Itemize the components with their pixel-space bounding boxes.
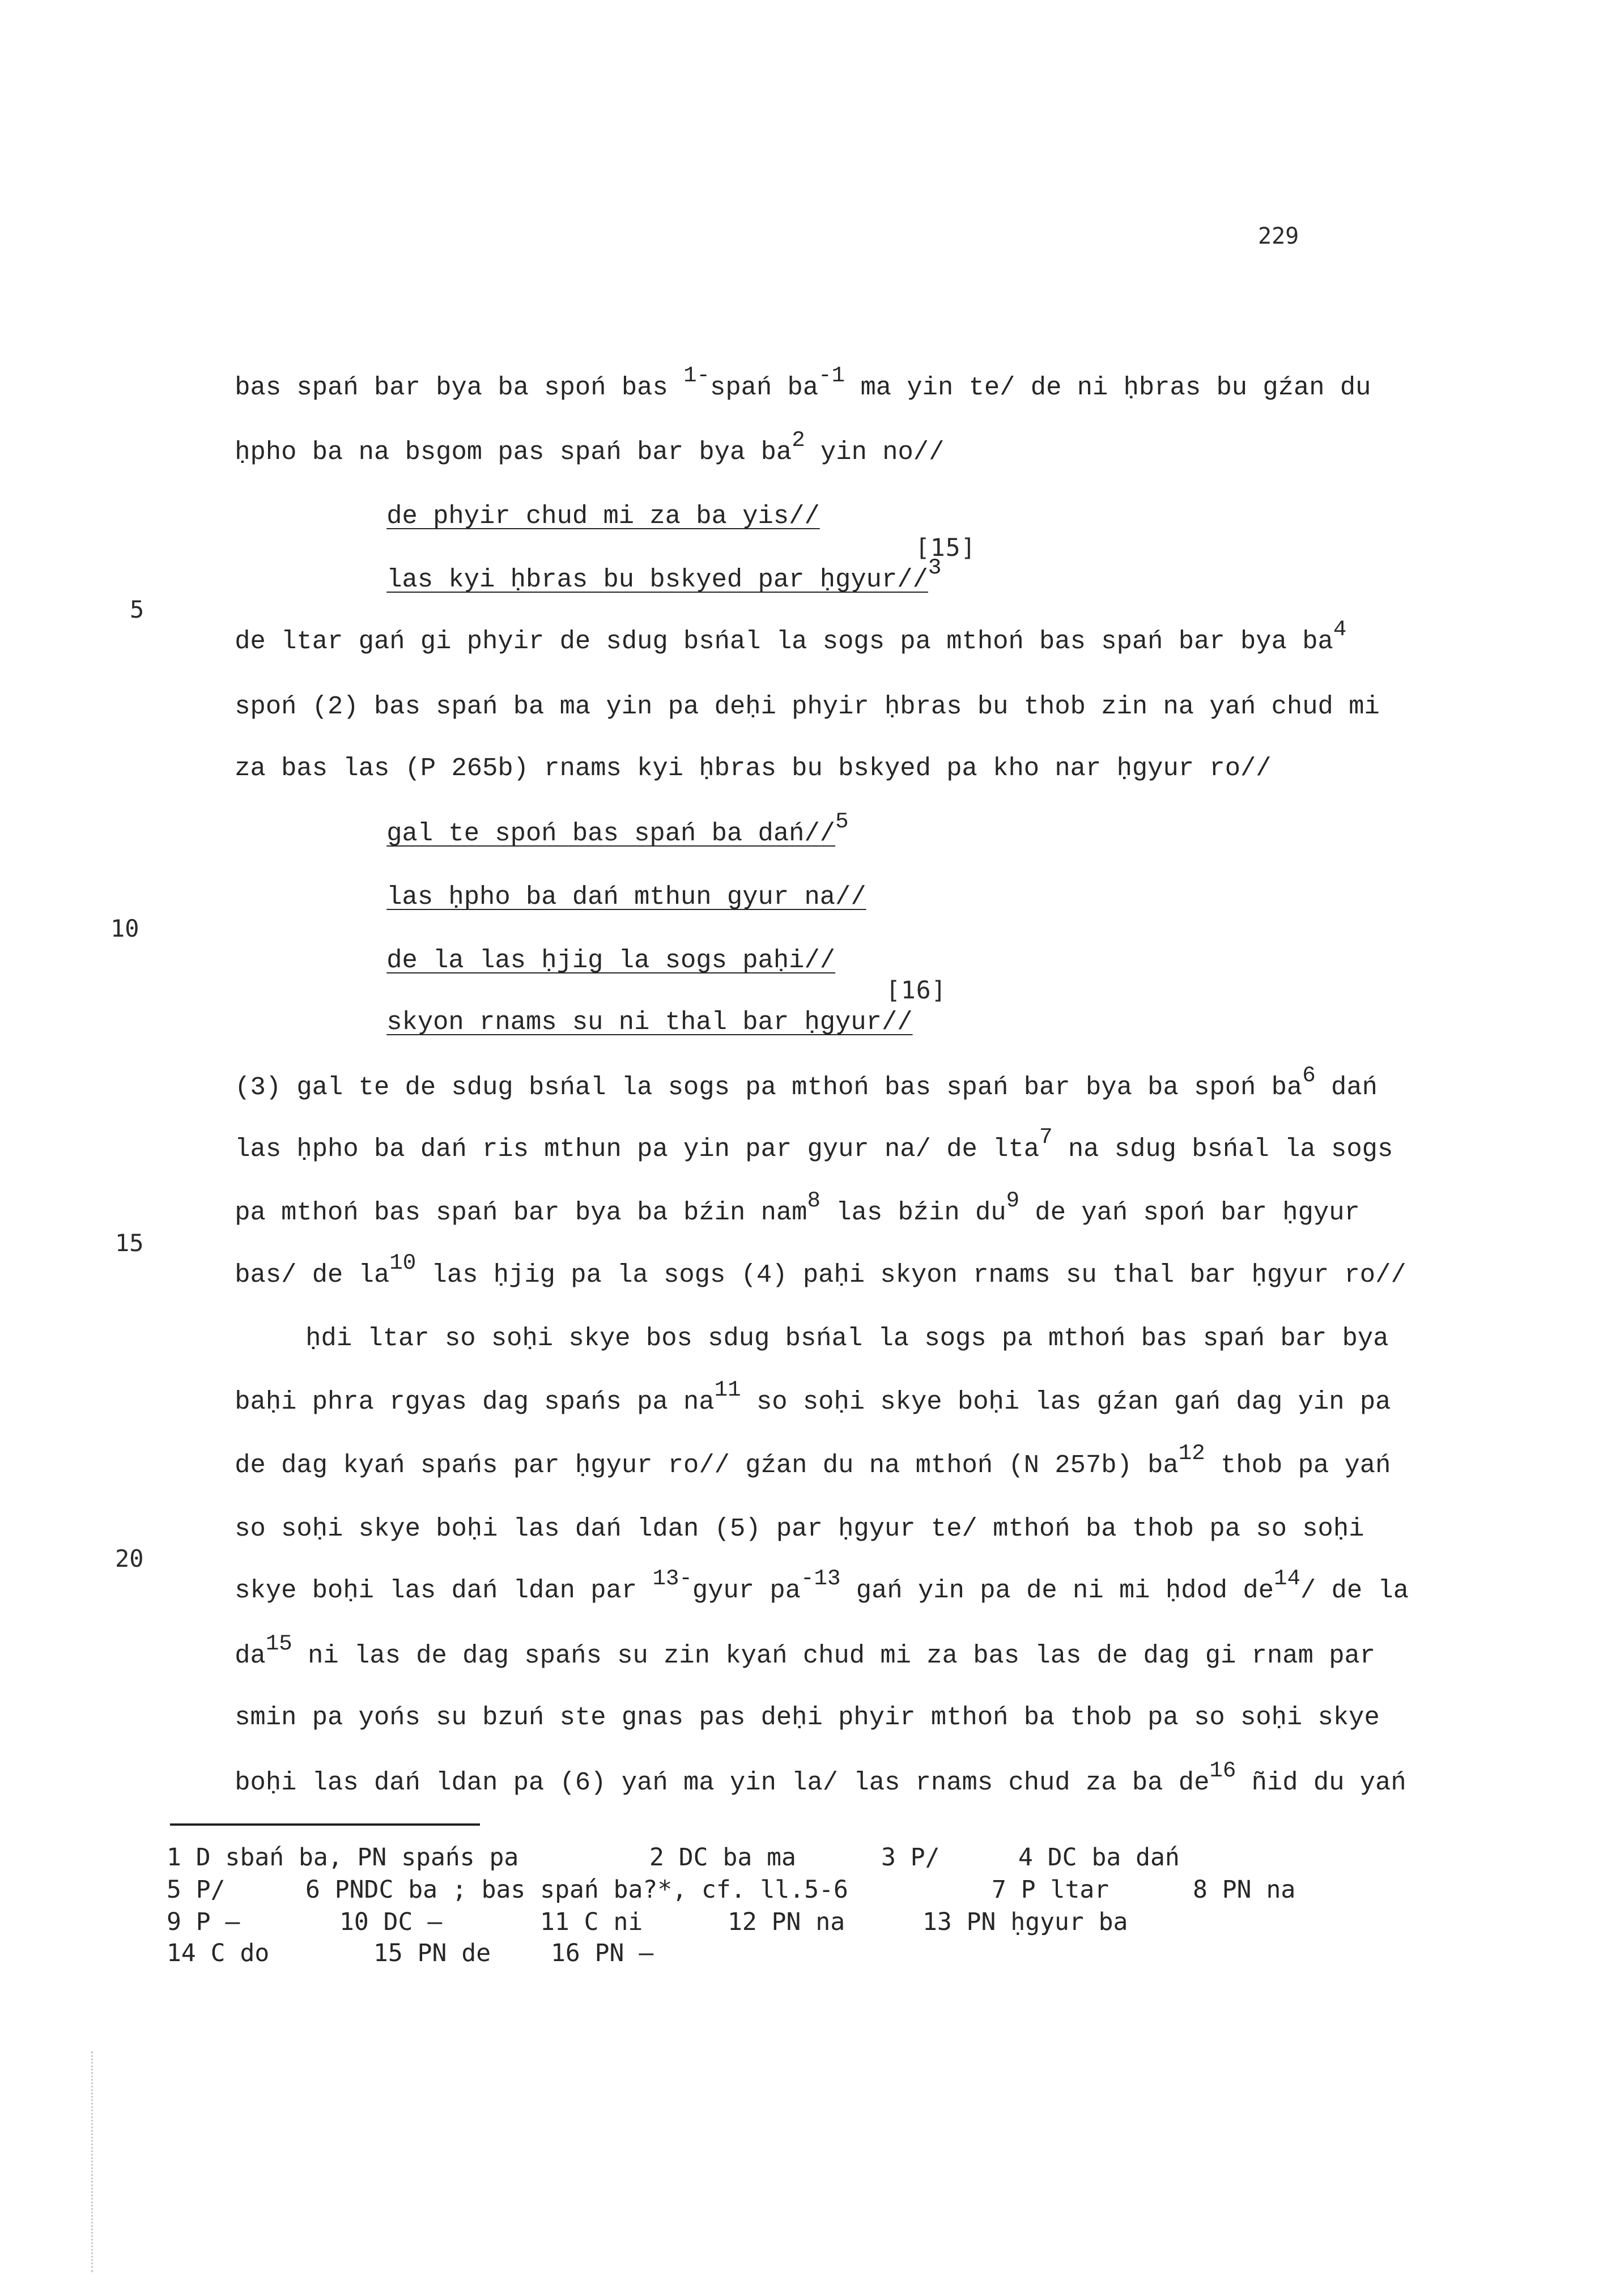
footnote: 4 DC ba dań [1018,1843,1180,1872]
footnote-marker: 6 [1302,1062,1316,1089]
verse-line [325,975,913,1037]
line-text: za bas las (P 265b) rnams kyi ḥbras bu bskyed pa kho nar ḥgyur ro// [235,754,1272,783]
footnote: 16 PN — [551,1939,654,1967]
line-text: gań yin pa de ni mi ḥdod de [840,1576,1274,1605]
text-line [173,659,1380,721]
footnote-marker: 16 [1209,1758,1236,1784]
verse-line [325,532,942,594]
line-text: gyur pa [692,1576,801,1605]
footnote: 3 P/ [881,1843,940,1872]
footnote: 1 D sbań ba, PN spańs pa [167,1843,519,1872]
footnote-marker: 1- [683,363,711,389]
footnote: 13 PN ḥgyur ba [922,1908,1128,1936]
footnote-marker: 9 [1006,1188,1020,1214]
text-line [173,1735,1406,1797]
footnote-marker: 12 [1178,1440,1205,1466]
line-text: las bźin du [820,1198,1006,1227]
line-text: de dag kyań spańs par ḥgyur ro// gźan du na mthoń (N 257b) ba [235,1451,1179,1480]
text-line [173,721,1272,783]
scan-margin-mark [91,2051,93,2272]
text-line [173,1608,1376,1670]
verse-line [325,913,836,975]
footnote-marker: -13 [801,1566,841,1592]
line-text: de ltar gań gi phyir de sdug bsńal la sogs pa mthoń bas spań bar bya ba [235,627,1333,656]
text-line [173,1102,1393,1164]
footnote: 8 PN na [1193,1876,1296,1904]
verse-number: [16] [886,976,947,1005]
footnote-marker: 14 [1274,1566,1300,1592]
footnote: 14 C do [167,1939,270,1967]
line-text: ḥdi ltar so soḥi skye bos sdug bsńal la sogs pa mthoń bas spań bar bya [305,1324,1389,1353]
line-text: na sdug bsńal la sogs [1052,1134,1393,1164]
text-line [173,1670,1380,1732]
footnote-marker: 8 [807,1188,820,1214]
footnote-marker: 5 [835,809,849,835]
verse-line [325,786,849,848]
line-text: ḥpho ba na bsgom pas spań bar bya ba [235,437,792,467]
footnote-marker: 15 [265,1631,292,1657]
line-text: ma yin te/ de ni ḥbras bu gźan du [845,373,1371,402]
verse-text: de phyir chud mi za ba yis// [386,501,820,531]
verse-line [325,849,866,912]
footnote: 2 DC ba ma [649,1843,796,1872]
line-text: skye boḥi las dań ldan par [235,1576,653,1605]
line-number: 20 [115,1545,144,1572]
text-line [173,1227,1406,1290]
footnote-marker: 7 [1039,1124,1053,1150]
text-line [173,1354,1391,1417]
footnote: 6 PNDC ba ; bas spań ba?*, cf. ll.5-6 [305,1876,848,1904]
text-line [173,405,945,467]
line-text: dań [1315,1073,1378,1102]
verse-number: [15] [915,534,976,562]
line-text: ñid du yań [1236,1768,1406,1797]
line-text: bas spań bar bya ba spoń bas [235,373,684,402]
line-text: ni las de dag spańs su zin kyań chud mi za bas las de dag gi rnam par [292,1641,1376,1670]
footnote-marker: 10 [389,1250,416,1276]
text-line [173,1543,1409,1605]
line-number: 10 [110,915,139,942]
line-text: so soḥi skye boḥi las gźan gań dag yin pa [741,1387,1391,1417]
line-text: smin pa yońs su bzuń ste gnas pas deḥi phyir mthoń ba thob pa so soḥi skye [235,1703,1380,1732]
page-number: 229 [1258,223,1299,249]
verse-text: skyon rnams su ni thal bar ḥgyur// [386,1007,913,1037]
text-line [244,1291,1389,1353]
footnote-marker: -1 [818,363,845,389]
line-text: baḥi phra rgyas dag spańs pa na [235,1387,715,1417]
footnote: 15 PN de [373,1939,491,1967]
footnote-rule [170,1823,480,1826]
text-line [173,1418,1391,1480]
footnote: 10 DC — [339,1908,443,1936]
footnote-marker: 4 [1333,616,1347,643]
text-line [173,1165,1360,1227]
line-text: so soḥi skye boḥi las dań ldan (5) par ḥgyur te/ mthoń ba thob pa so soḥi [235,1514,1364,1544]
footnote: 12 PN na [728,1908,845,1936]
line-text: bas/ de la [235,1260,390,1290]
line-text: pa mthoń bas spań bar bya ba bźin nam [235,1198,807,1227]
text-line [173,594,1347,656]
footnote: 11 C ni [540,1908,643,1936]
line-text: las ḥpho ba dań ris mthun pa yin par gyur na/ de lta [235,1134,1040,1164]
footnote-marker: 2 [792,427,805,453]
text-line [173,1040,1378,1102]
verse-line [325,469,820,531]
line-text: spań ba [710,373,819,402]
line-text: / de la [1300,1576,1409,1605]
verse-text: las ḥpho ba dań mthun gyur na// [386,882,866,912]
footnote: 9 P — [167,1908,240,1936]
text-line [173,1481,1364,1544]
line-text: yin no// [805,437,945,467]
line-text: las ḥjig pa la sogs (4) paḥi skyon rnams su thal bar ḥgyur ro// [416,1260,1406,1290]
line-text: de yań spoń bar ḥgyur [1019,1198,1360,1227]
text-line [173,340,1371,402]
line-text: (3) gal te de sdug bsńal la sogs pa mthoń bas spań bar bya ba spoń ba [235,1073,1303,1102]
line-text: spoń (2) bas spań ba ma yin pa deḥi phyir ḥbras bu thob zin na yań chud mi [235,692,1380,721]
footnote: 7 P ltar [992,1876,1109,1904]
footnote-marker: 13- [652,1566,692,1592]
line-text: da [235,1641,266,1670]
footnote: 5 P/ [167,1876,226,1904]
verse-text: las kyi ḥbras bu bskyed par ḥgyur// [386,565,928,594]
line-number: 15 [115,1229,144,1257]
footnote-marker: 3 [928,555,942,581]
verse-text: gal te spoń bas spań ba dań// [386,819,836,848]
line-text: thob pa yań [1205,1451,1391,1480]
line-number: 5 [130,596,144,623]
verse-text: de la las ḥjig la sogs paḥi// [386,946,836,975]
line-text: boḥi las dań ldan pa (6) yań ma yin la/ las rnams chud za ba de [235,1768,1210,1797]
footnote-marker: 11 [714,1377,741,1403]
